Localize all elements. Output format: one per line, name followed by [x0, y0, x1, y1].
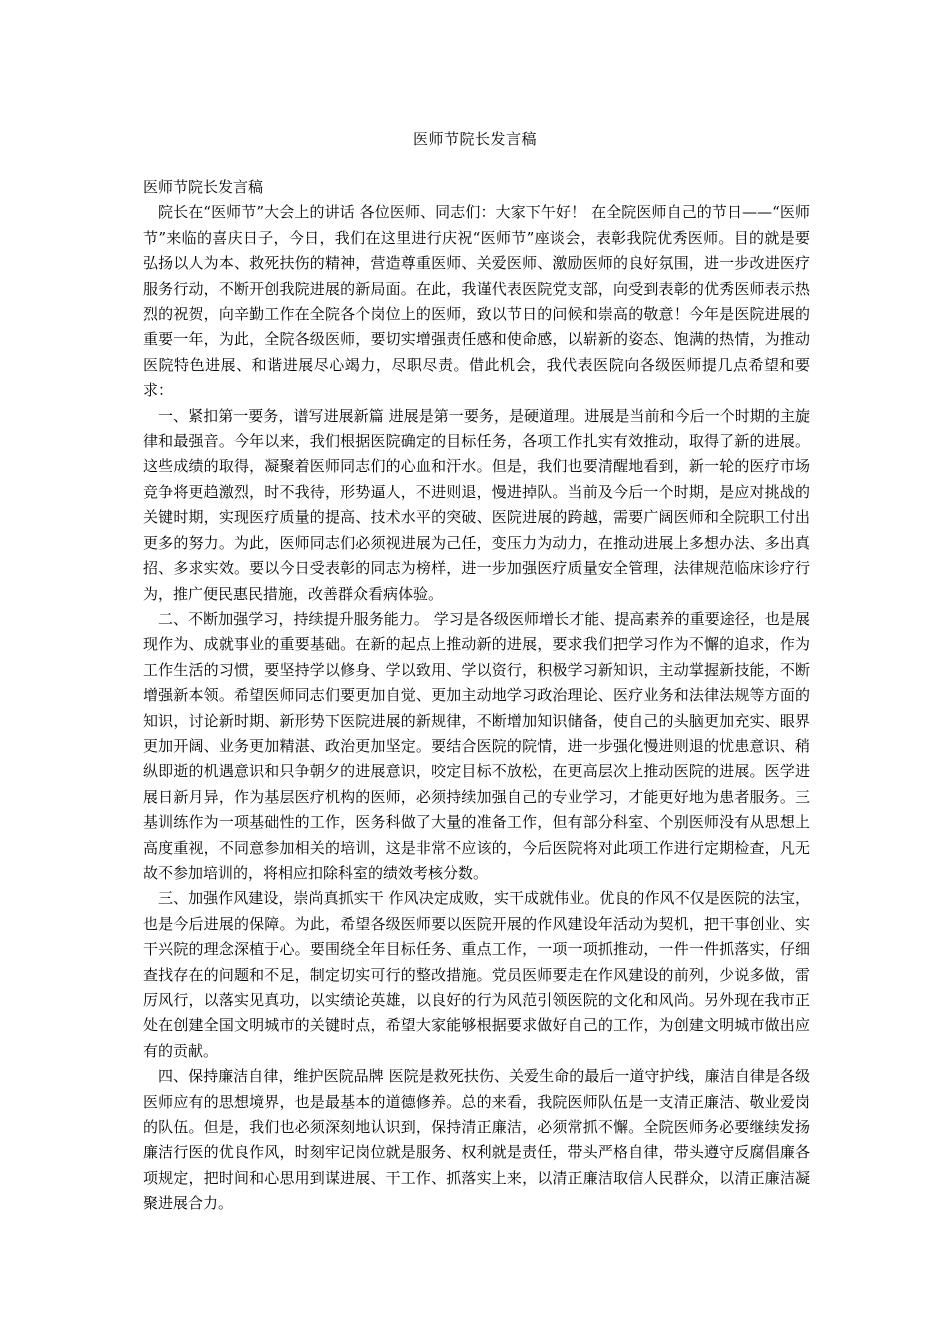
page-title: 医师节院长发言稿: [412, 130, 537, 148]
paragraph-section-4: 四、保持廉洁自律，维护医院品牌 医院是救死扶伤、关爱生命的最后一道守护线，廉洁自律是各级医师应有的思想境界，也是最基本的道德修养。总的来看，我院医师队伍是一支清正廉洁、敬业爱岗的队伍。但是，我们也必须深刻地认识到，保持清正廉洁，必须常抓不懈。全院医师务必要继续发扬廉洁行医的优良作风，时刻牢记岗位就是服务、权利就是责任，带头严格自律，带头遵守反腐倡廉各项规定，把时间和心思用到谋进展、干工作、抓落实上来，以清正廉洁取信人民群众，以清正廉洁凝聚进展合力。: [143, 1067, 810, 1213]
paragraph-intro: 院长在“医师节”大会上的讲话 各位医师、同志们：大家下午好！ 在全院医师自己的节日——“医师节”来临的喜庆日子，今日，我们在这里进行庆祝“医师节”座谈会，表彰我院优秀医师。目的就是要弘扬以人为本、救死扶伤的精神，营造尊重医师、关爱医师、激励医师的良好氛围，进一步改进医疗服务行动，不断开创我院进展的新局面。在此，我谨代表医院党支部，向受到表彰的优秀医师表示热烈的祝贺，向辛勤工作在全院各个岗位上的医师，致以节日的问候和崇高的敬意！今年是医院进展的重要一年，为此，全院各级医师，要切实增强责任感和使命感，以崭新的姿态、饱满的热情，为推动医院特色进展、和谐进展尽心竭力，尽职尽责。借此机会，我代表医院向各级医师提几点希望和要求：: [143, 203, 810, 400]
document-subtitle: 医师节院长发言稿: [143, 178, 264, 196]
paragraph-section-1: 一、紧扣第一要务，谱写进展新篇 进展是第一要务，是硬道理。进展是当前和今后一个时期的主旋律和最强音。今年以来，我们根据医院确定的目标任务，各项工作扎实有效推动，取得了新的进展。这些成绩的取得，凝聚着医师同志们的心血和汗水。但是，我们也要清醒地看到，新一轮的医疗市场竞争将更趋激烈，时不我待，形势逼人，不进则退，慢进掉队。当前及今后一个时期，是应对挑战的关键时期，实现医疗质量的提高、技术水平的突破、医院进展的跨越，需要广阔医师和全院职工付出更多的努力。为此，医师同志们必须视进展为己任，变压力为动力，在推动进展上多想办法、多出真招、多求实效。要以今日受表彰的同志为榜样，进一步加强医疗质量安全管理，法律规范临床诊疗行为，推广便民惠民措施，改善群众看病体验。: [143, 406, 810, 603]
paragraph-section-2: 二、不断加强学习，持续提升服务能力。 学习是各级医师增长才能、提高素养的重要途径，也是展现作为、成就事业的重要基础。在新的起点上推动新的进展，要求我们把学习作为不懈的追求，作为工作生活的习惯，要坚持学以修身、学以致用、学以资行，积极学习新知识，主动掌握新技能，不断增强新本领。希望医师同志们要更加自觉、更加主动地学习政治理论、医疗业务和法律法规等方面的知识，讨论新时期、新形势下医院进展的新规律，不断增加知识储备，使自己的头脑更加充实、眼界更加开阔、业务更加精湛、政治更加坚定。要结合医院的院情，进一步强化慢进则退的忧患意识、稍纵即逝的机遇意识和只争朝夕的进展意识，咬定目标不放松，在更高层次上推动医院的进展。医学进展日新月异，作为基层医疗机构的医师，必须持续加强自己的专业学习，才能更好地为患者服务。三基训练作为一项基础性的工作，医务科做了大量的准备工作，但有部分科室、个别医师没有从思想上高度重视，不同意参加相关的培训，这是非常不应该的，今后医院将对此项工作进行定期检查，凡无故不参加培训的，将相应扣除科室的绩效考核分数。: [143, 609, 810, 882]
paragraph-section-3: 三、加强作风建设，崇尚真抓实干 作风决定成败，实干成就伟业。优良的作风不仅是医院的法宝，也是今后进展的保障。为此，希望各级医师要以医院开展的作风建设年活动为契机，把干事创业、实干兴院的理念深植于心。要围绕全年目标任务、重点工作，一项一项抓推动，一件一件抓落实，仔细查找存在的问题和不足，制定切实可行的整改措施。党员医师要走在作风建设的前列，少说多做，雷厉风行，以落实见真功，以实绩论英雄，以良好的行为风范引领医院的文化和风尚。另外现在我市正处在创建全国文明城市的关键时点，希望大家能够根据要求做好自己的工作，为创建文明城市做出应有的贡献。: [143, 889, 810, 1060]
document-body: [143, 175, 810, 1217]
